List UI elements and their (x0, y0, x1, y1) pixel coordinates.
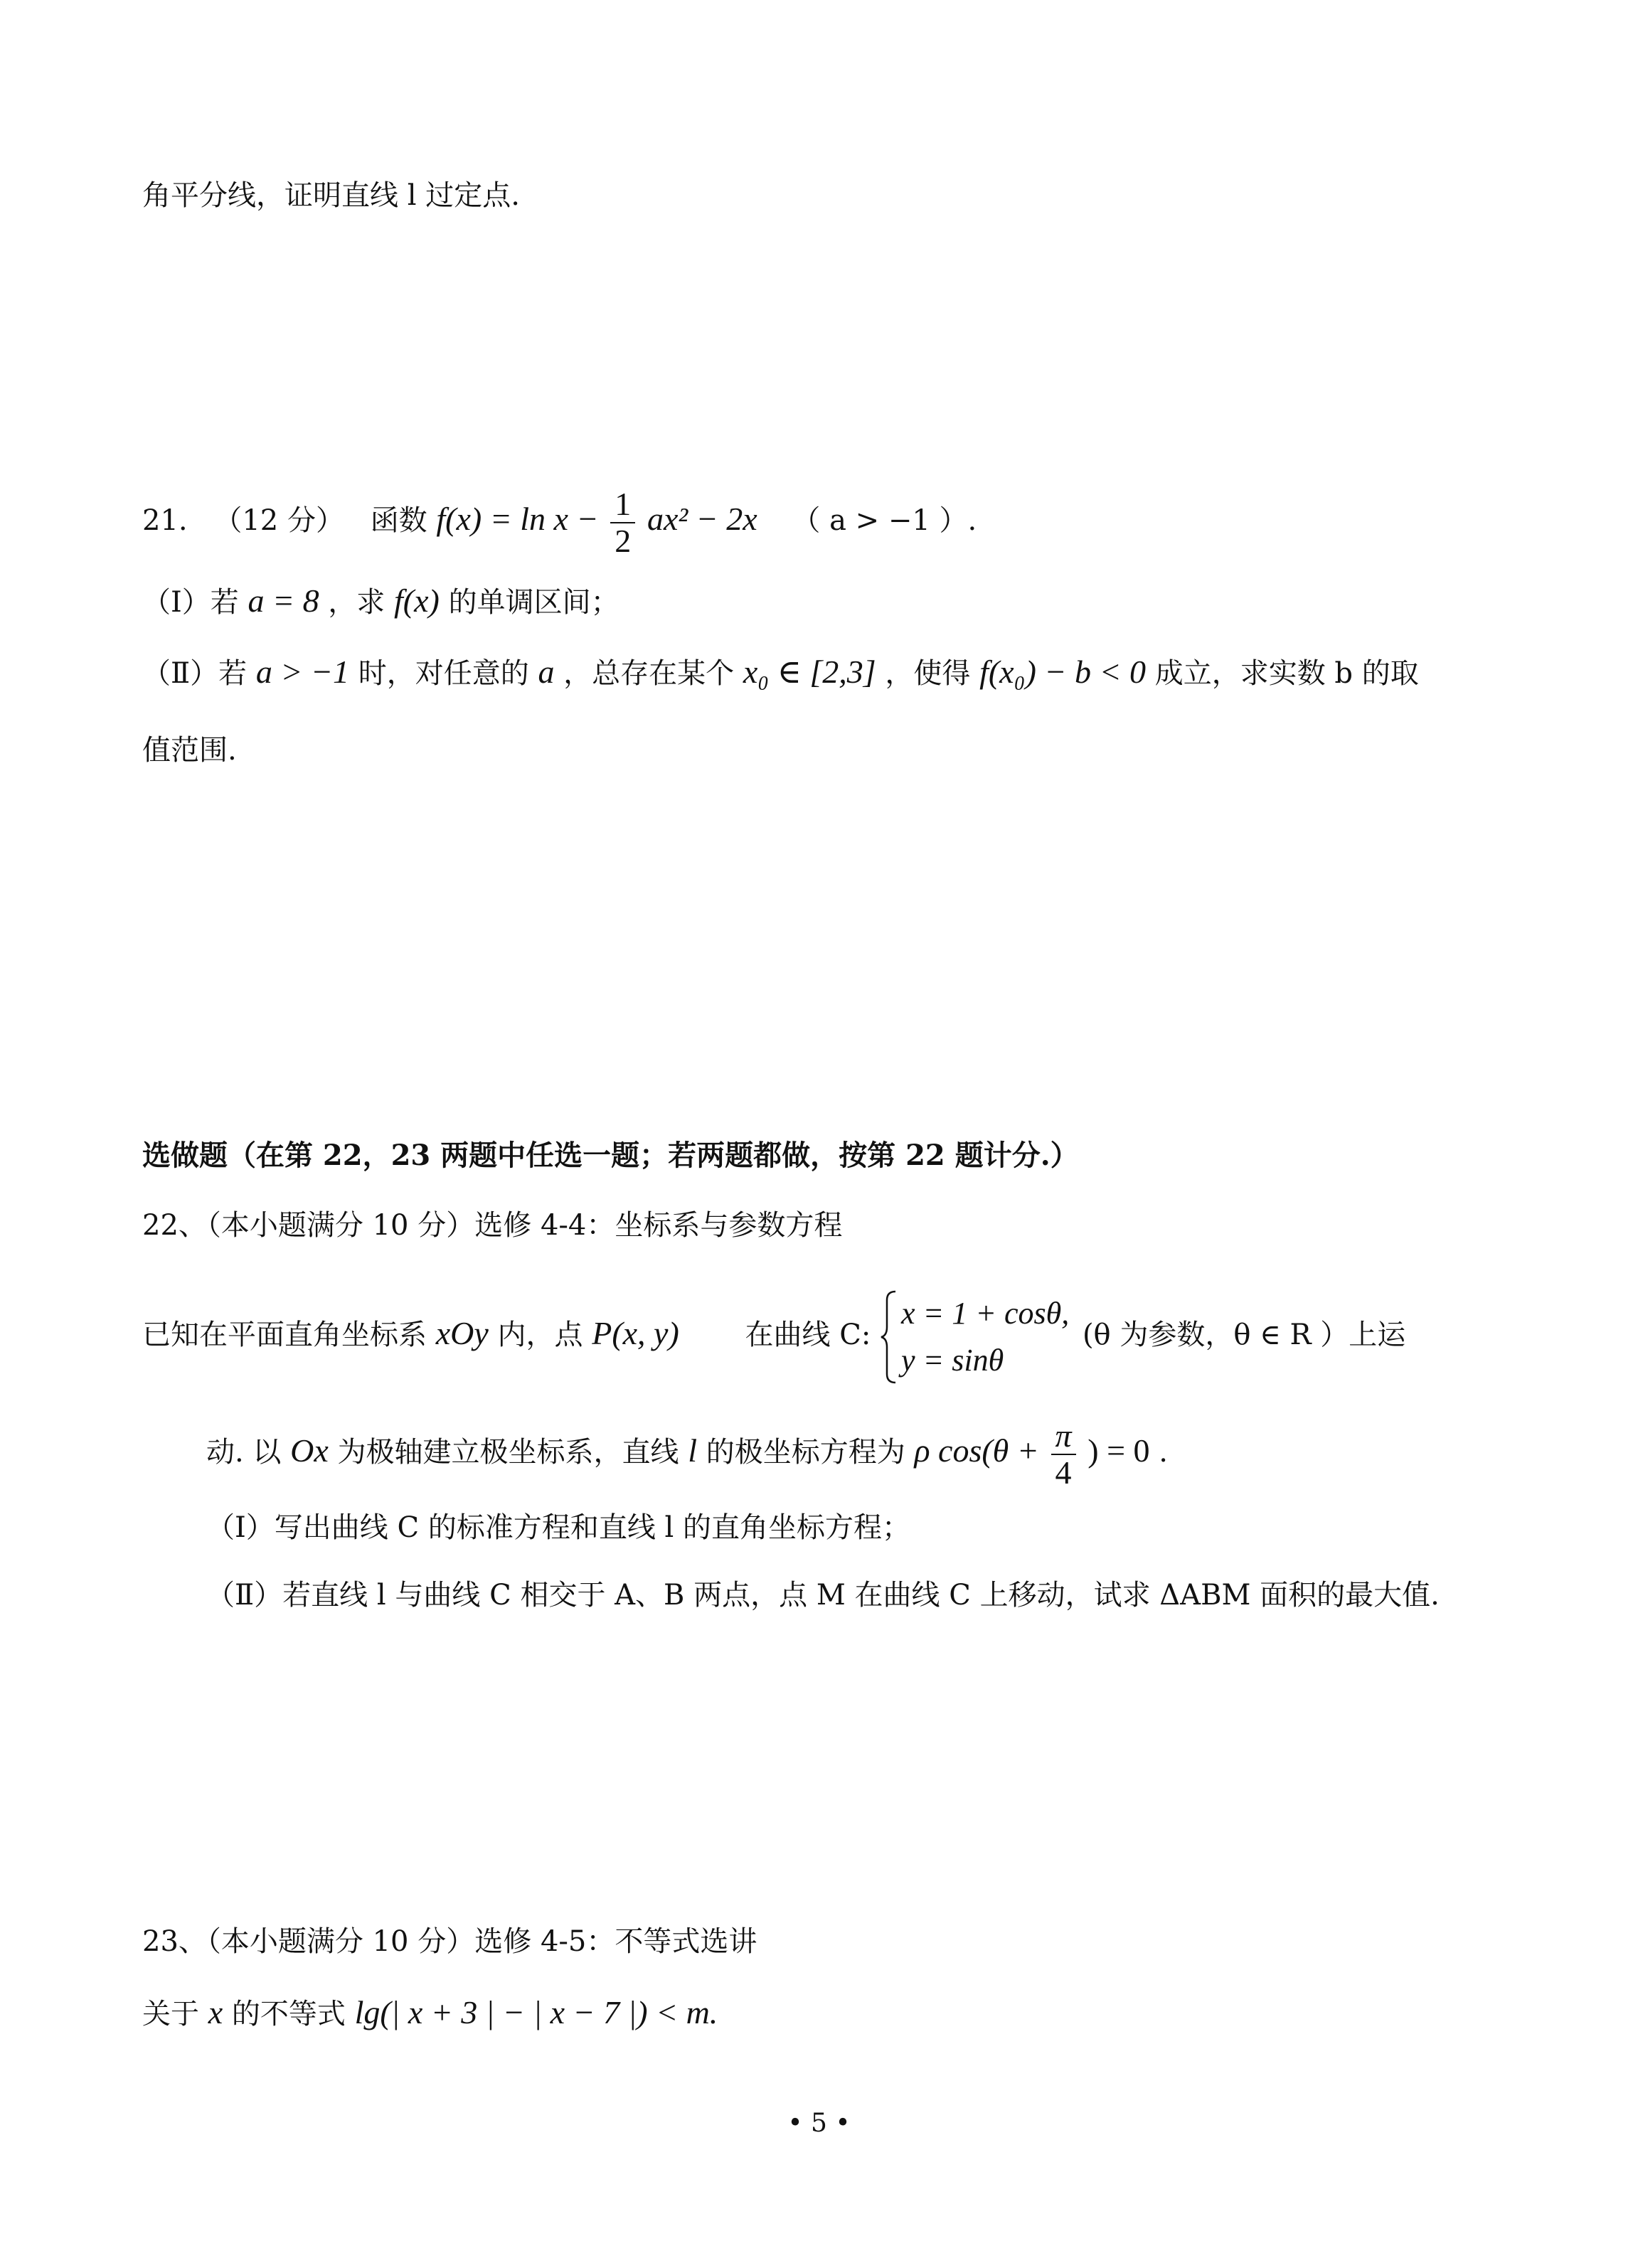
q21-fraction (610, 486, 635, 559)
q22-s1-t2: 内，点 (497, 1319, 583, 1351)
q21-part2-math1: a > −1 (255, 654, 349, 690)
q22-eq1: x = 1 + cosθ, (901, 1296, 1070, 1331)
page-number: • 5 • (787, 2109, 851, 2138)
q21-statement (142, 484, 977, 559)
q22-s2-math1: Ox (290, 1432, 329, 1469)
q22-s2-t2: 为极轴建立极坐标系，直线 (337, 1436, 679, 1469)
q21-number: 21. (142, 504, 188, 537)
q22-part2-text: （Ⅱ）若直线 l 与曲线 C 相交于 A、B 两点，点 M 在曲线 C 上移动，试求 ΔABM 面积的最大值. (206, 1579, 1440, 1612)
q21-part2-t1: 时，对任意的 (358, 657, 529, 690)
q22-s2-math4: ) = 0 (1087, 1432, 1150, 1469)
q21-points: （12 分） (213, 504, 344, 537)
q21-part2-t3: ，使得 (885, 657, 971, 690)
q22-s2-t3: 的极坐标方程为 (706, 1436, 905, 1469)
q21-condition: （ a > −1 ）. (792, 504, 977, 537)
q23-statement (142, 1991, 718, 2034)
q23-s1-t2: 的不等式 (231, 1998, 346, 2030)
q22-title-text: 22、（本小题满分 10 分）选修 4-4：坐标系与参数方程 (142, 1209, 843, 1242)
left-brace-icon (880, 1290, 898, 1384)
q22-s2-math2: l (688, 1432, 698, 1469)
q22-s2-t1: 动. 以 (206, 1436, 282, 1469)
q22-s2-math3: ρ cos(θ + (914, 1432, 1039, 1469)
q23-s1-math1: x (208, 1994, 223, 2030)
q22-frac-num: π (1051, 1418, 1076, 1455)
q22-fraction (1051, 1418, 1076, 1491)
q22-part2 (206, 1574, 1440, 1617)
q22-title (142, 1204, 842, 1247)
q21-part1-end: 的单调区间； (448, 586, 619, 619)
q21-part2-math2: a (538, 654, 555, 690)
q21-part1-mid: ，求 (328, 586, 385, 619)
q22-part1 (206, 1506, 910, 1549)
q22-s1-t3: 在曲线 C: (745, 1319, 871, 1351)
q21-part2-math3: x₀ ∈ [2,3] (743, 654, 876, 690)
q22-s1-math1: xOy (435, 1315, 489, 1351)
q23-title-text: 23、（本小题满分 10 分）选修 4-5：不等式选讲 (142, 1925, 757, 1958)
q23-s1: 关于 (142, 1998, 199, 2030)
continuation-line (142, 174, 520, 217)
q21-lead: 函数 (370, 504, 427, 537)
elective-heading-text: 选做题（在第 22，23 两题中任选一题；若两题都做，按第 22 题计分.） (142, 1139, 1079, 1172)
q21-part2-t2: ，总存在某个 (563, 657, 735, 690)
q21-frac-num: 1 (610, 486, 635, 523)
q21-frac-den: 2 (615, 523, 632, 559)
q21-part1 (142, 580, 619, 622)
q23-title (142, 1920, 757, 1963)
q22-eq2: y = sinθ (901, 1343, 1004, 1378)
q21-func-lhs: f(x) = ln x − (436, 501, 599, 537)
elective-heading (142, 1134, 1079, 1177)
q21-part2-math4: f(x₀) − b < 0 (979, 654, 1146, 690)
q21-part1-fx: f(x) (394, 582, 440, 619)
q22-statement-line2 (206, 1412, 1168, 1490)
q21-part1-label: （Ⅰ）若 (142, 586, 239, 619)
q22-part1-text: （Ⅰ）写出曲线 C 的标准方程和直线 l 的直角坐标方程； (206, 1511, 911, 1544)
q21-part2-continued (142, 729, 237, 772)
q21-part2-line2: 值范围. (142, 734, 237, 767)
q21-part2-label: （Ⅱ）若 (142, 657, 248, 690)
q22-statement (142, 1280, 1405, 1387)
q22-s2-end: . (1159, 1436, 1168, 1469)
q22-frac-den: 4 (1055, 1454, 1072, 1491)
q21-part2-t4: 成立，求实数 b 的取 (1154, 657, 1419, 690)
q23-s1-math2: lg(| x + 3 | − | x − 7 |) < m. (354, 1994, 718, 2030)
q22-s1-t4: (θ 为参数，θ ∈ R ）上运 (1082, 1319, 1406, 1351)
q21-part2 (142, 651, 1419, 693)
continuation-text: 角平分线，证明直线 l 过定点. (142, 179, 520, 212)
q22-s1-math2: P(x, y) (592, 1315, 679, 1351)
q22-s1: 已知在平面直角坐标系 (142, 1319, 427, 1351)
q22-parametric-system (880, 1290, 1069, 1384)
q21-func-rhs: ax² − 2x (647, 501, 757, 537)
q21-part1-math: a = 8 (248, 582, 319, 619)
